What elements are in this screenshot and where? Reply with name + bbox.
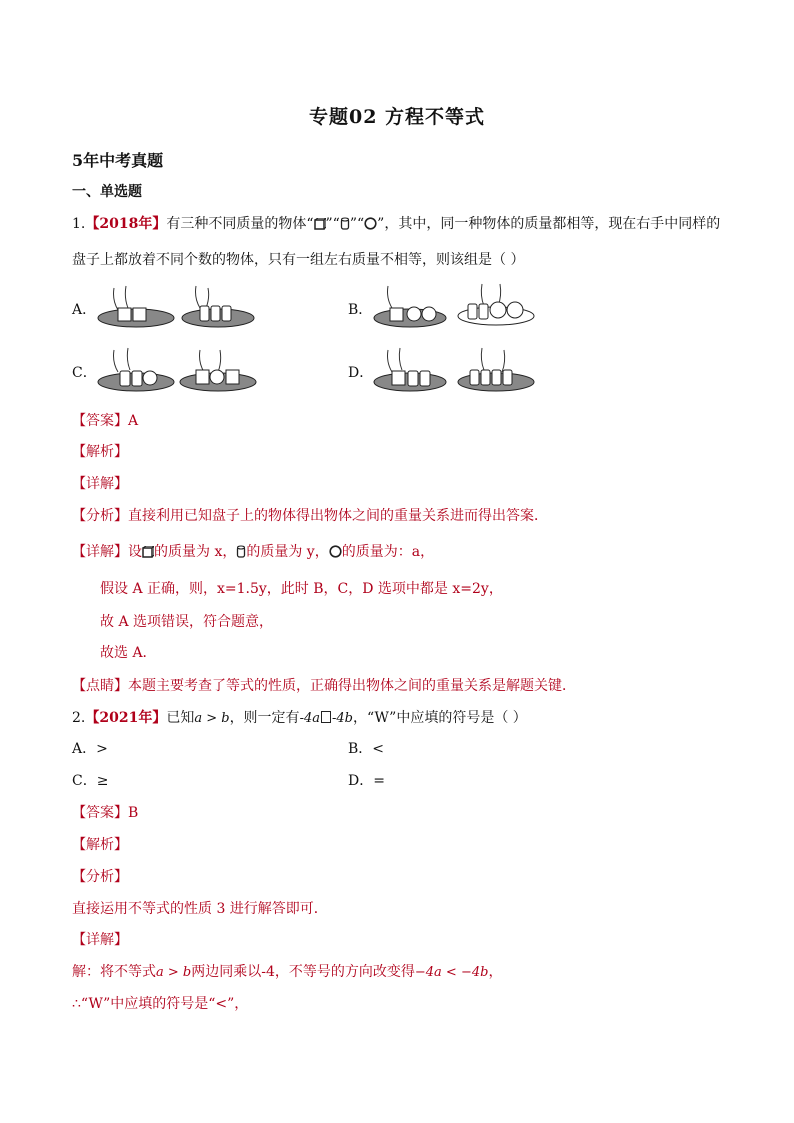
q2-solution: 解：将不等式a > b两边同乘以-4，不等号的方向改变得−4a < −4b，: [72, 964, 503, 980]
blank-box: [321, 711, 331, 723]
q1-year-tag: 【2018年】: [85, 216, 167, 232]
q1-option-c-label: C．: [72, 365, 97, 381]
q1-step-2: 故 A 选项错误，符合题意，: [100, 614, 274, 630]
q2-option-d: D．=: [348, 773, 385, 789]
option-b-image: [372, 280, 536, 334]
subsection-heading: 一、单选题: [72, 184, 142, 200]
q1-jiexi: 【解析】: [72, 444, 128, 460]
q1-option-b-label: B．: [348, 302, 373, 318]
q2-fenxi-text: 直接运用不等式的性质 3 进行解答即可．: [72, 901, 328, 917]
q2-option-b: B．<: [348, 741, 385, 757]
q1-option-a-label: A．: [72, 302, 97, 318]
q1-dianjing: 【点睛】本题主要考查了等式的性质，正确得出物体之间的重量关系是解题关键．: [72, 678, 576, 694]
q1-step-1: 假设 A 正确，则，x=1.5y，此时 B，C，D 选项中都是 x=2y，: [100, 581, 503, 597]
option-a-image: [96, 280, 256, 334]
section-heading: 5年中考真题: [72, 151, 164, 170]
q1-answer: 【答案】A: [72, 413, 139, 429]
q1-xiangjie: 【详解】: [72, 476, 128, 492]
q2-answer: 【答案】B: [72, 805, 139, 821]
cylinder-icon: [340, 217, 350, 230]
cube-icon: [314, 218, 326, 230]
q1-number: 1.: [72, 216, 86, 232]
q2-option-a: A．>: [72, 741, 108, 757]
cylinder-icon: [236, 545, 246, 558]
q1-option-d-label: D．: [348, 365, 374, 381]
q2-xiangjie: 【详解】: [72, 932, 128, 948]
q2-conclusion: ∴“W”中应填的符号是“<”，: [72, 996, 249, 1012]
ball-icon: [329, 545, 342, 558]
q2-stem: 2.【2021年】已知a > b，则一定有-4a -4b，“W”中应填的符号是（ ）: [72, 710, 527, 726]
q1-stem-line2: 盘子上都放着不同个数的物体，只有一组左右质量不相等，则该组是（ ）: [72, 252, 525, 268]
q2-jiexi: 【解析】: [72, 837, 128, 853]
option-d-image: [372, 344, 536, 398]
ball-icon: [364, 217, 377, 230]
q1-fenxi: 【分析】直接利用已知盘子上的物体得出物体之间的重量关系进而得出答案．: [72, 508, 548, 524]
q2-fenxi: 【分析】: [72, 869, 128, 885]
page-title: 专题02 方程不等式: [308, 106, 486, 128]
q1-detail: 【详解】设 的质量为 x， 的质量为 y， 的质量为：a，: [72, 544, 435, 560]
cube-icon: [142, 546, 154, 558]
q1-step-3: 故选 A．: [100, 645, 157, 661]
q2-number: 2.: [72, 710, 86, 726]
q1-stem-line1: 1.【2018年】有三种不同质量的物体“ ”“ ”“ ”，其中，同一种物体的质量都相等，现在右手中同样的: [72, 216, 721, 232]
q2-year-tag: 【2021年】: [85, 710, 167, 726]
q2-option-c: C．≥: [72, 773, 109, 789]
option-c-image: [96, 344, 260, 398]
